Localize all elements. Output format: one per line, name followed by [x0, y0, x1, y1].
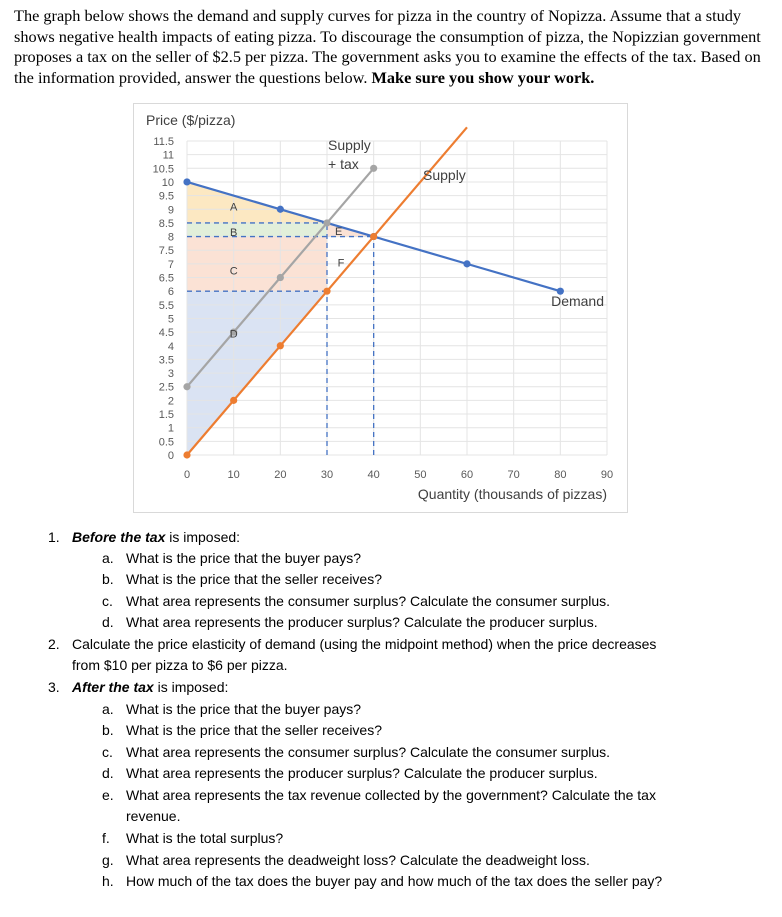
y-tick-label: 0 — [167, 450, 174, 462]
x-tick-label: 10 — [227, 469, 240, 481]
x-tick-label: 80 — [554, 469, 567, 481]
point-label-e: E — [334, 226, 343, 239]
question-text: What area represents the producer surplus? Calculate the producer surplus. — [126, 765, 598, 781]
question-number: 3. — [48, 679, 60, 695]
y-tick-label: 3 — [167, 368, 174, 381]
y-tick-label: 11.5 — [153, 136, 174, 148]
y-tick-label: 8.5 — [158, 217, 174, 230]
region-label-a: A — [229, 201, 238, 214]
supply-tax-point — [323, 219, 330, 226]
x-tick-label: 60 — [460, 469, 474, 481]
question-letter: a. — [102, 701, 114, 717]
question-text: What is the price that the seller receives? — [126, 571, 383, 587]
y-tick-label: 0.5 — [158, 436, 174, 449]
question-text: from $10 per pizza to $6 per pizza. — [72, 657, 288, 673]
y-tick-label: 2.5 — [158, 381, 174, 394]
y-tick-label: 8 — [167, 231, 174, 244]
question-text: What is the price that the buyer pays? — [126, 701, 362, 717]
supply-label: Supply — [423, 167, 466, 183]
question-letter: e. — [102, 787, 114, 803]
intro-text: The graph below shows the demand and supply curves for pizza in the country of Nopizza. Assume that a study shows negative health impacts of eating pizza. To discourage the consumption of pizza, the Nopizzian government proposes a tax on the seller of $2.5 per pizza. The government asks you to examine the effects of the tax. Based on the information provided, answer the questions below. — [14, 6, 761, 87]
x-tick-label: 20 — [274, 469, 287, 481]
question-number: 2. — [48, 636, 60, 652]
y-tick-label: 7 — [167, 258, 174, 271]
intro-paragraph — [14, 6, 774, 88]
supply-demand-chart — [133, 103, 628, 513]
question-letter: d. — [102, 765, 114, 781]
supply-point — [183, 451, 190, 458]
y-tick-label: 7.5 — [158, 245, 174, 258]
supply-point — [230, 397, 237, 404]
question-letter: g. — [102, 852, 114, 868]
supply-tax-point — [370, 165, 377, 172]
supply-point — [277, 342, 284, 349]
question-number: 1. — [48, 529, 60, 545]
y-tick-label: 4 — [167, 340, 174, 353]
y-tick-label: 5 — [167, 313, 174, 326]
y-tick-label: 5.5 — [158, 299, 174, 312]
demand-point — [183, 178, 190, 185]
x-tick-label: 50 — [414, 469, 427, 481]
question-text: What is the price that the seller receives? — [126, 722, 383, 738]
question-title: After the tax — [72, 679, 154, 695]
question-text: What is the total surplus? — [126, 830, 284, 846]
y-tick-label: 11 — [162, 149, 174, 162]
question-letter: h. — [102, 873, 114, 889]
region-label-c: C — [229, 265, 238, 278]
y-tick-label: 10 — [161, 176, 174, 189]
question-title: Before the tax — [72, 529, 166, 545]
y-tick-label: 6.5 — [158, 272, 174, 285]
demand-point — [277, 206, 284, 213]
x-tick-label: 0 — [183, 469, 191, 481]
x-tick-label: 30 — [320, 469, 334, 481]
question-text: How much of the tax does the buyer pay and how much of the tax does the seller pay? — [126, 873, 663, 889]
demand-label: Demand — [551, 293, 604, 309]
supply-point — [323, 288, 330, 295]
y-tick-label: 1.5 — [158, 409, 174, 422]
question-text: What area represents the producer surplus? Calculate the producer surplus. — [126, 614, 598, 630]
y-tick-label: 6 — [167, 286, 174, 299]
region-label-b: B — [229, 226, 238, 239]
point-label-f: F — [337, 257, 345, 270]
x-axis-title: Quantity (thousands of pizzas) — [417, 486, 607, 502]
question-letter: c. — [102, 744, 113, 760]
question-text: What is the price that the buyer pays? — [126, 550, 362, 566]
question-letter: f. — [102, 830, 110, 846]
region-label-d: D — [229, 328, 238, 341]
question-letter: b. — [102, 571, 114, 587]
supply-tax-point — [183, 383, 190, 390]
y-tick-label: 9 — [167, 204, 174, 217]
question-letter: a. — [102, 550, 114, 566]
y-tick-label: 4.5 — [158, 327, 174, 340]
chart-svg — [134, 104, 627, 512]
supply-tax-label: + tax — [328, 156, 359, 172]
question-text: Calculate the price elasticity of demand (using the midpoint method) when the price decreases — [72, 636, 657, 652]
y-tick-label: 1 — [167, 422, 174, 435]
question-text: What area represents the consumer surplus? Calculate the consumer surplus. — [126, 593, 611, 609]
y-tick-label: 10.5 — [152, 163, 174, 176]
question-text: What area represents the consumer surplus? Calculate the consumer surplus. — [126, 744, 611, 760]
y-tick-label: 2 — [167, 395, 174, 408]
question-text: is imposed: — [165, 529, 241, 545]
demand-point — [463, 260, 470, 267]
supply-tax-point — [277, 274, 284, 281]
question-text: revenue. — [126, 808, 181, 824]
question-text: What area represents the tax revenue collected by the government? Calculate the tax — [126, 787, 656, 803]
question-letter: d. — [102, 614, 114, 630]
supply-point — [370, 233, 377, 240]
question-text: What area represents the deadweight loss? Calculate the deadweight loss. — [126, 852, 590, 868]
y-tick-label: 9.5 — [158, 190, 174, 203]
y-axis-title: Price ($/pizza) — [146, 112, 236, 128]
question-letter: c. — [102, 593, 113, 609]
x-tick-label: 40 — [367, 469, 380, 481]
x-tick-label: 90 — [600, 469, 614, 481]
y-tick-label: 3.5 — [158, 354, 174, 367]
supply-tax-label: Supply — [328, 137, 371, 153]
question-letter: b. — [102, 722, 114, 738]
intro-emphasis: Make sure you show your work. — [371, 67, 595, 87]
question-text: is imposed: — [153, 679, 229, 695]
x-tick-label: 70 — [507, 469, 520, 481]
